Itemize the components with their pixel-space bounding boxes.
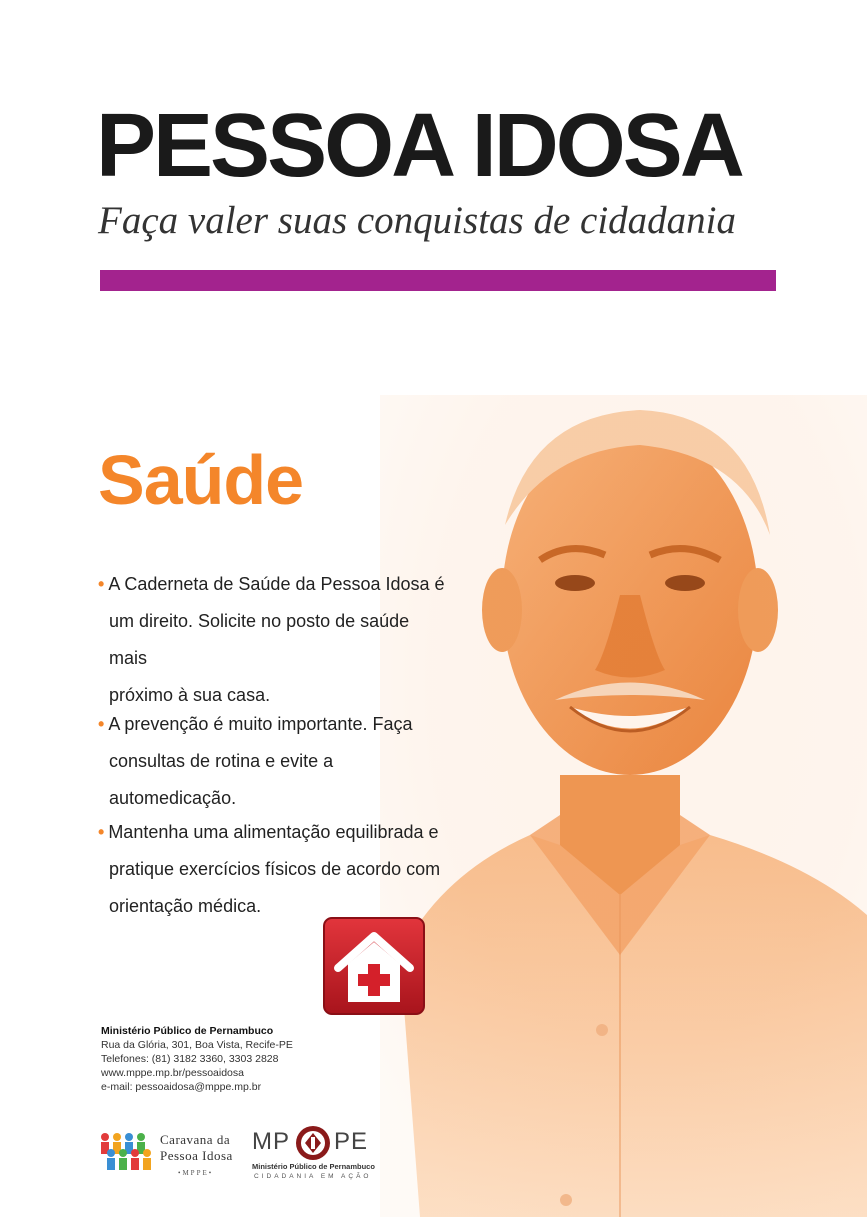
health-house-cross-icon bbox=[322, 916, 426, 1016]
bullet-line: consultas de rotina e evite a automedicação. bbox=[109, 751, 334, 808]
caravana-line2: Pessoa Idosa bbox=[160, 1148, 233, 1163]
caravana-line1: Caravana da bbox=[160, 1132, 231, 1147]
bullet-item bbox=[98, 706, 458, 817]
bullet-dot: • bbox=[98, 714, 105, 734]
bullet-line: um direito. Solicite no posto de saúde mais bbox=[109, 611, 410, 668]
bullet-item bbox=[98, 814, 448, 925]
accent-bar bbox=[100, 270, 776, 291]
mppe-slogan: CIDADANIA EM AÇÃO bbox=[254, 1173, 372, 1180]
caravana-sub: •MPPE• bbox=[178, 1169, 214, 1177]
bullet-line: próximo à sua casa. bbox=[109, 685, 271, 705]
bullet-line: A Caderneta de Saúde da Pessoa Idosa é bbox=[108, 574, 445, 594]
mppe-name: Ministério Público de Pernambuco bbox=[252, 1162, 375, 1171]
page-title: PESSOA IDOSA bbox=[96, 96, 742, 196]
contact-org: Ministério Público de Pernambuco bbox=[101, 1025, 274, 1037]
bullet-item bbox=[98, 566, 448, 714]
bullet-line: A prevenção é muito importante. Faça bbox=[108, 714, 413, 734]
contact-address: Rua da Glória, 301, Boa Vista, Recife-PE bbox=[101, 1039, 293, 1051]
bullet-dot: • bbox=[98, 574, 105, 594]
bullet-line: Mantenha uma alimentação equilibrada e bbox=[108, 822, 439, 842]
mppe-mp-text: MP bbox=[252, 1128, 290, 1155]
people-chain-icon bbox=[98, 1128, 156, 1172]
bullet-line: pratique exercícios físicos de acordo com bbox=[109, 859, 441, 879]
caravana-logo bbox=[98, 1128, 238, 1178]
contact-website: www.mppe.mp.br/pessoaidosa bbox=[101, 1067, 244, 1079]
contact-phones: Telefones: (81) 3182 3360, 3303 2828 bbox=[101, 1053, 279, 1065]
bullet-line: orientação médica. bbox=[109, 896, 262, 916]
contact-block bbox=[101, 1024, 293, 1094]
mppe-logo bbox=[252, 1122, 382, 1182]
bullet-dot: • bbox=[98, 822, 105, 842]
contact-email: e-mail: pessoaidosa@mppe.mp.br bbox=[101, 1081, 262, 1093]
page-subtitle: Faça valer suas conquistas de cidadania bbox=[98, 199, 736, 242]
section-title: Saúde bbox=[98, 441, 304, 519]
mppe-emblem-icon bbox=[294, 1124, 332, 1162]
mppe-pe-text: PE bbox=[334, 1128, 369, 1155]
